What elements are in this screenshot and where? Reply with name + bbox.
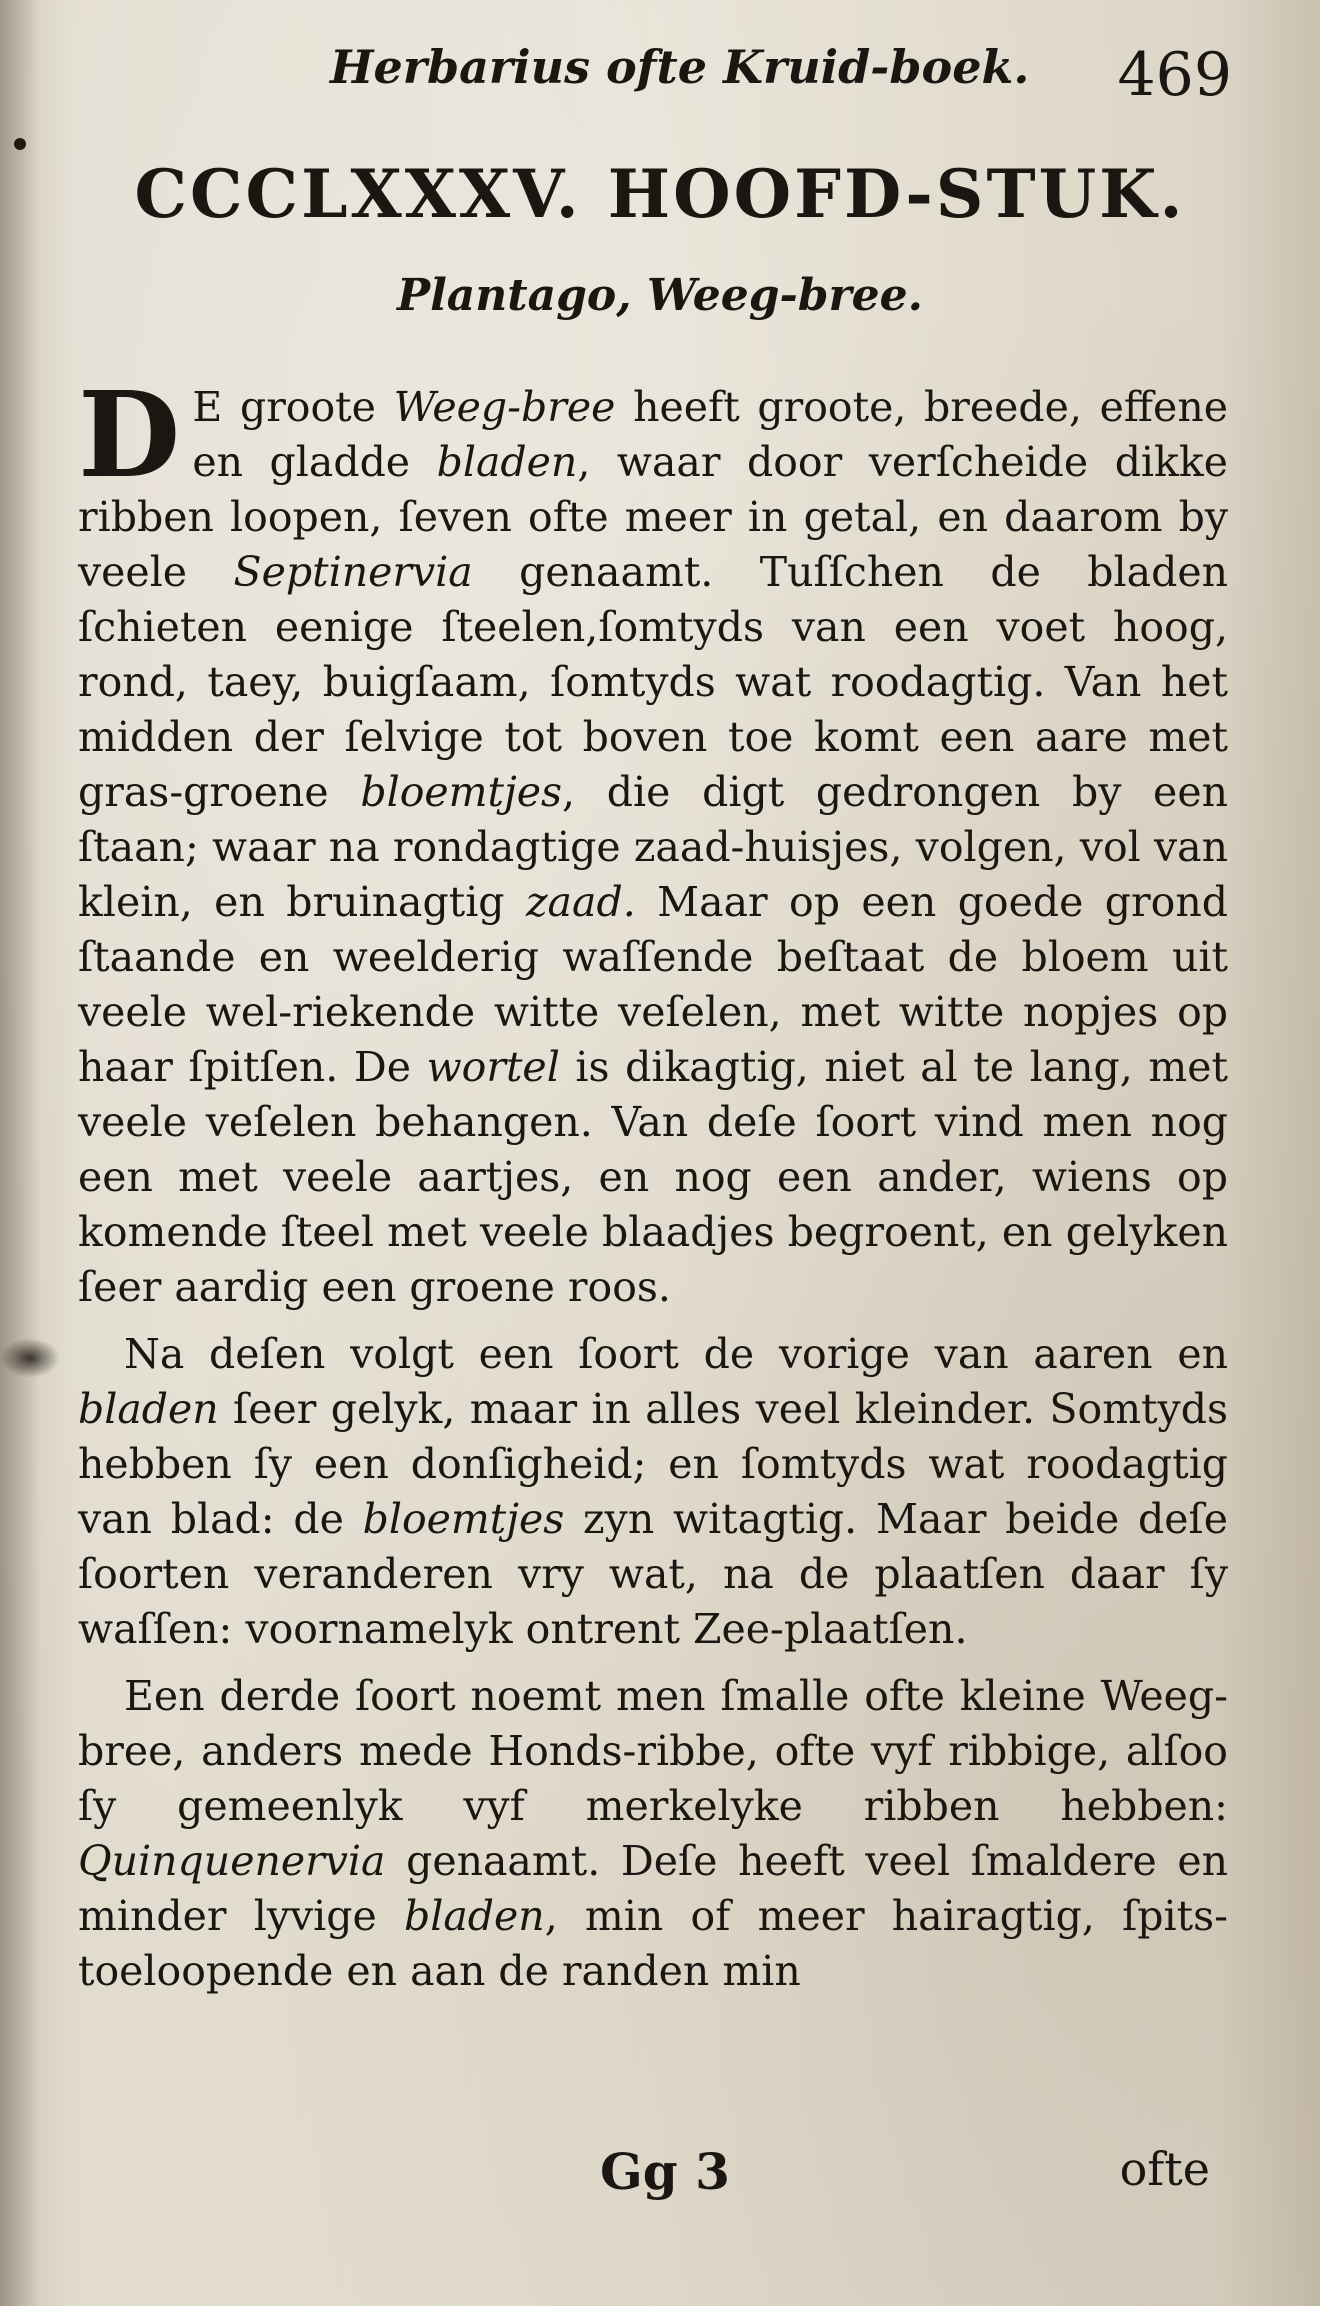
- text-run: Na deſen volgt een ſoort de vorige van aaren en: [124, 1330, 1228, 1378]
- page-gutter-shadow: [0, 0, 40, 2306]
- text-run: , min of meer hairagtig, ſpits-toeloopende en aan de randen min: [78, 1892, 1228, 1995]
- text-run: zyn witagtig. Maar beide deſe ſoorten veranderen vry wat, na de plaatſen daar ſy waſſen: voornamelyk ontrent Zee-plaatſen.: [78, 1495, 1228, 1653]
- italic-term: bloemtjes: [360, 768, 563, 816]
- italic-term: wortel: [426, 1043, 560, 1091]
- text-run: is dikagtig, niet al te lang, met veele veſelen behangen. Van deſe ſoort vind men nog een met veele aartjes, en nog een ander, wiens op komende ſteel met veele blaadjes begroent, en gelyken ſeer aardig een groene roos.: [78, 1043, 1228, 1311]
- text-run: Maar op een goede grond ſtaande en weelderig waſſende beſtaat de bloem uit veele wel-riekende witte veſelen, met witte nopjes op haar ſpitſen. De: [78, 878, 1228, 1091]
- body-text: [78, 365, 1229, 2011]
- text-run: Een derde ſoort noemt men ſmalle ofte kleine Weeg-bree, anders mede Honds-ribbe, ofte vyf ribbige, alſoo ſy gemeenlyk vyf merkelyke ribben hebben:: [78, 1672, 1228, 1830]
- drop-cap: D: [78, 365, 181, 504]
- italic-term: bladen: [436, 438, 578, 486]
- ink-blot: [0, 1338, 60, 1378]
- italic-term: Quinquenervia: [78, 1837, 386, 1885]
- chapter-subheading: Plantago, Weeg-bree.: [397, 270, 923, 321]
- text-run: ſeer gelyk, maar in alles veel kleinder. Somtyds hebben ſy een donſigheid; en ſomtyds wat roodagtig van blad: de: [78, 1385, 1228, 1543]
- text-run: , die digt gedrongen by een ſtaan; waar na rondagtige zaad-huisjes, volgen, vol van klein, en bruinagtig: [78, 768, 1228, 926]
- catchword: ofte: [1119, 2142, 1210, 2196]
- paragraph-2: [78, 1327, 1228, 1657]
- text-run: E groote: [192, 383, 394, 431]
- paragraph-1: [78, 365, 1229, 1315]
- page-number: 469: [1117, 40, 1232, 110]
- paragraph-3: [78, 1669, 1228, 1999]
- text-run: genaamt. Tuſſchen de bladen ſchieten eenige ſteelen,ſomtyds van een voet hoog, rond, taey, buigſaam, ſomtyds wat roodagtig. Van het midden der ſelvige tot boven toe komt een aare met gras-groene: [78, 548, 1229, 816]
- ink-spot: [14, 138, 26, 150]
- text-run: heeft groote, breede, effene en gladde: [192, 383, 1228, 486]
- italic-term: Weeg-bree: [393, 383, 616, 431]
- italic-term: zaad.: [525, 878, 636, 926]
- text-run: genaamt. Deſe heeft veel ſmaldere en minder lyvige: [78, 1837, 1228, 1940]
- text-run: , waar door verſcheide dikke ribben loopen, ſeven ofte meer in getal, en daarom by veele: [78, 438, 1228, 596]
- signature-mark: Gg 3: [600, 2142, 730, 2201]
- italic-term: bloemtjes: [362, 1495, 565, 1543]
- chapter-heading: CCCLXXXV. HOOFD-STUK.: [134, 155, 1186, 233]
- italic-term: bladen: [78, 1385, 219, 1433]
- italic-term: bladen: [403, 1892, 545, 1940]
- italic-term: Septinervia: [233, 548, 473, 596]
- running-header: [0, 40, 1320, 120]
- running-title: Herbarius ofte Kruid-boek.: [330, 40, 1030, 94]
